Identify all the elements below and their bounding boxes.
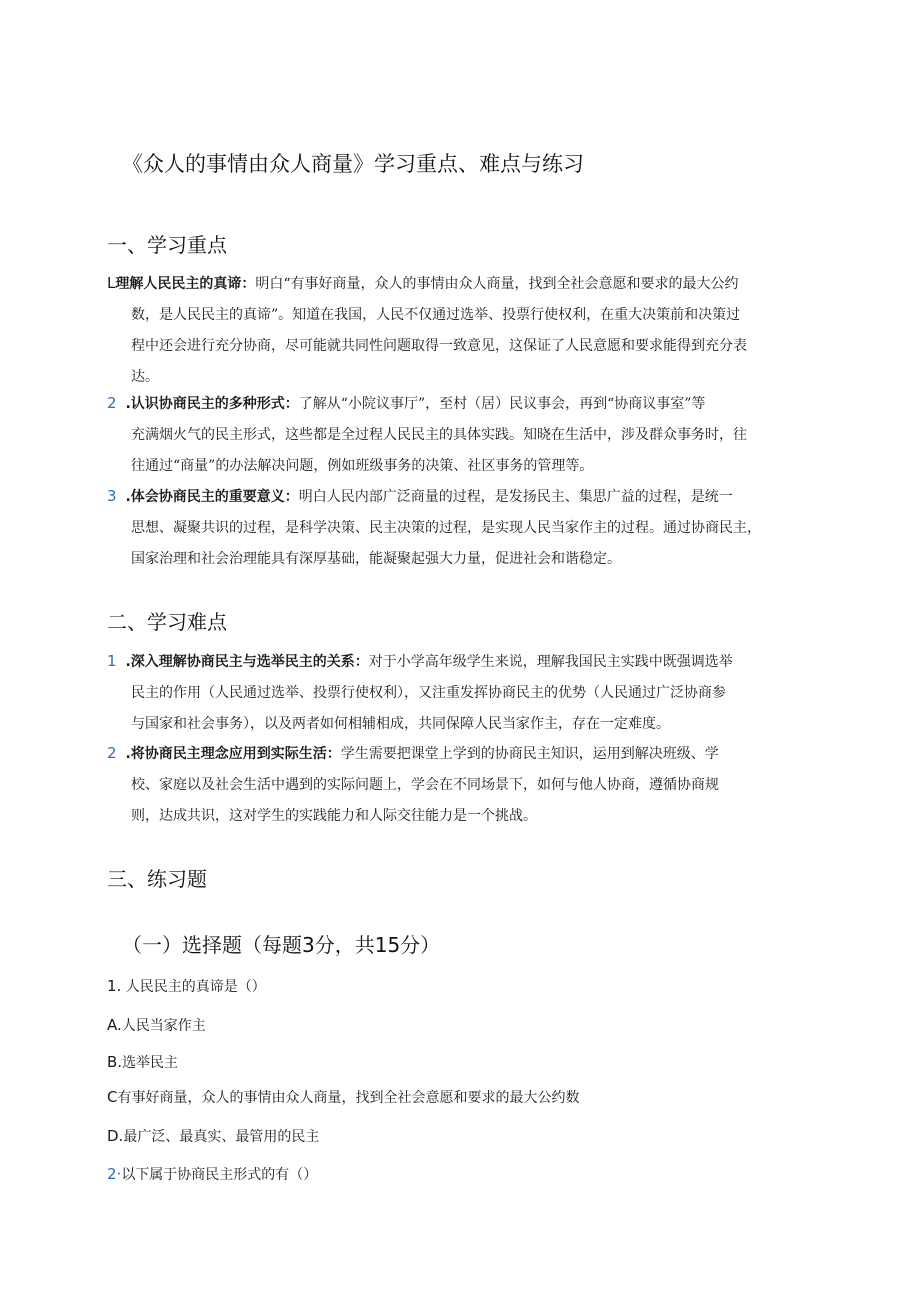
- item-line: 民主的作用（人民通过选举、投票行使权利），又注重发挥协商民主的优势（人民通过广泛协商参: [131, 685, 726, 701]
- item-text: 对于小学高年级学生来说，理解我国民主实践中既强调选举: [368, 654, 733, 670]
- item-line: 充满烟火气的民主形式，这些都是全过程人民民主的具体实践。知晓在生活中，涉及群众事务时，往: [131, 427, 747, 443]
- exercise-subheading: （一）选择题（每题3分，共15分）: [122, 933, 441, 957]
- question-number: 1.: [107, 977, 122, 995]
- item-line: 国家治理和社会治理能具有深厚基础，能凝聚起强大力量，促进社会和谐稳定。: [131, 551, 621, 567]
- difficulty-1: [107, 646, 815, 740]
- item-lead: .认识协商民主的多种形式：: [125, 396, 299, 412]
- option-label: D.: [107, 1127, 124, 1145]
- item-line: 往通过“商量”的办法解决问题，例如班级事务的决策、社区事务的管理等。: [131, 458, 594, 474]
- option-text: 有事好商量，众人的事情由众人商量，找到全社会意愿和要求的最大公约数: [117, 1090, 580, 1106]
- difficulty-2: [107, 738, 815, 832]
- item-lead: 理解人民民主的真谛：: [115, 276, 256, 292]
- option-label: C: [107, 1088, 118, 1106]
- item-number: 3: [107, 487, 117, 505]
- option-b: [107, 1052, 178, 1072]
- item-line: 校、家庭以及社会生活中遇到的实际问题上，学会在不同场景下，如何与他人协商，遵循协商规: [131, 777, 719, 793]
- item-number: 1: [107, 652, 117, 670]
- option-text: 选举民主: [122, 1055, 179, 1071]
- item-line: 则，达成共识，这对学生的实践能力和人际交往能力是一个挑战。: [131, 808, 537, 824]
- item-lead: .将协商民主理念应用到实际生活：: [125, 746, 341, 762]
- item-text: 明白“有事好商量，众人的事情由众人商量，找到全社会意愿和要求的最大公约: [255, 276, 739, 292]
- section-heading-exercises: 三、练习题: [107, 867, 207, 891]
- section-heading-difficulties: 二、学习难点: [107, 610, 227, 634]
- item-number: 2: [107, 744, 117, 762]
- item-line: 思想、凝聚共识的过程，是科学决策、民主决策的过程，是实现人民当家作主的过程。通过协商民主，: [131, 520, 761, 536]
- item-line: 达。: [131, 369, 159, 385]
- question-1: [107, 976, 266, 996]
- item-number: L: [107, 274, 116, 292]
- option-a: [107, 1015, 206, 1035]
- item-line: 程中还会进行充分协商，尽可能就共同性问题取得一致意见，这保证了人民意愿和要求能得到充分表: [131, 338, 747, 354]
- option-d: [107, 1126, 319, 1146]
- item-text: 学生需要把课堂上学到的协商民主知识，运用到解决班级、学: [340, 746, 719, 762]
- option-label: A.: [107, 1016, 122, 1034]
- item-number: 2: [107, 394, 117, 412]
- question-number: 2·: [107, 1165, 122, 1183]
- question-text: 人民民主的真谛是（）: [125, 979, 266, 995]
- key-point-1: [107, 268, 815, 393]
- item-lead: .深入理解协商民主与选举民主的关系：: [125, 654, 369, 670]
- option-text: 最广泛、最真实、最管用的民主: [123, 1129, 320, 1145]
- item-text: 了解从“小院议事厅”，至村（居）民议事会，再到“协商议事室”等: [298, 396, 706, 412]
- question-text: 以下属于协商民主形式的有（）: [121, 1167, 318, 1183]
- item-lead: .体会协商民主的重要意义：: [125, 489, 299, 505]
- item-line: 与国家和社会事务），以及两者如何相辅相成，共同保障人民当家作主，存在一定难度。: [131, 716, 670, 732]
- item-text: 明白人民内部广泛商量的过程，是发扬民主、集思广益的过程，是统一: [298, 489, 733, 505]
- key-point-2: [107, 388, 815, 482]
- option-text: 人民当家作主: [121, 1018, 206, 1034]
- document-title: 《众人的事情由众人商量》学习重点、难点与练习: [122, 152, 584, 176]
- option-label: B.: [107, 1053, 123, 1071]
- item-line: 数，是人民民主的真谛”。知道在我国，人民不仅通过选举、投票行使权利，在重大决策前和决策过: [131, 307, 741, 323]
- option-c: [107, 1087, 579, 1107]
- section-heading-key-points: 一、学习重点: [107, 233, 227, 257]
- question-2: [107, 1164, 317, 1184]
- key-point-3: [107, 481, 815, 575]
